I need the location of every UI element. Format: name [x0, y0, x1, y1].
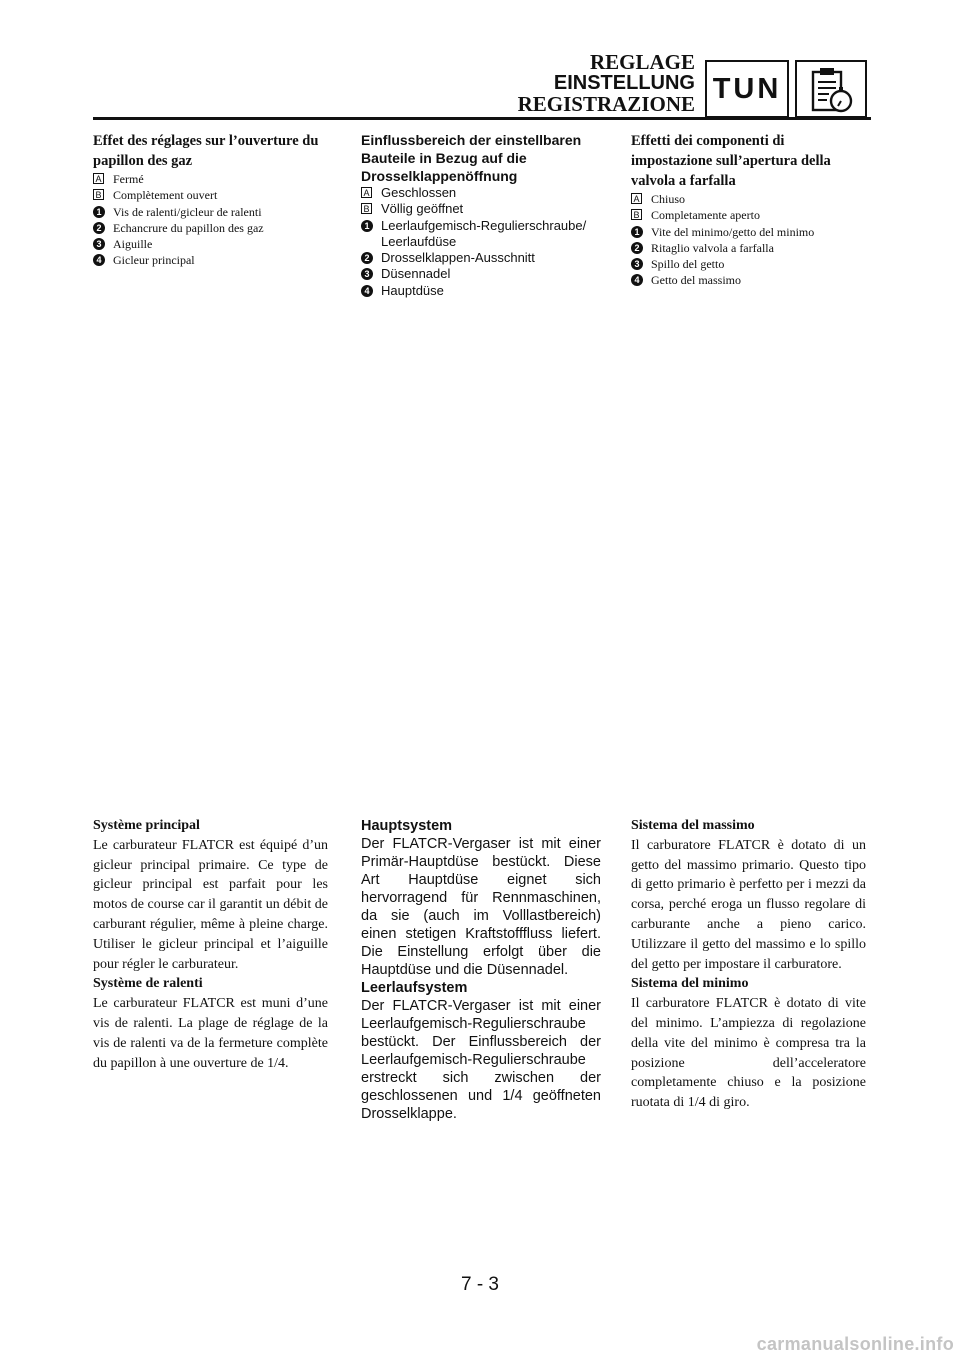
legend-item: 3 Spillo del getto — [631, 256, 866, 272]
idle-system-heading-de: Leerlaufsystem — [361, 980, 468, 996]
legend-block-it — [631, 131, 866, 289]
legend-item: A Geschlossen — [361, 185, 601, 201]
section-titles — [518, 52, 695, 115]
page-number: 7 - 3 — [460, 1274, 500, 1295]
footer-watermark: carmanualsonline.info — [756, 1334, 954, 1354]
legend-item: 1 Leerlaufgemisch-Regulierschraube/ Leerlaufdüse — [361, 218, 601, 251]
body-block-it — [631, 816, 866, 1113]
legend-item: B Völlig geöffnet — [361, 201, 601, 217]
body-block-de — [361, 817, 601, 1123]
legend-item: A Fermé — [93, 171, 328, 187]
legend-item: 2 Echancrure du papillon des gaz — [93, 220, 328, 236]
legend-item: 2 Drosselklappen-Ausschnitt — [361, 250, 601, 266]
legend-heading-de: Einflussbereich der einstellbaren Bauteile in Bezug auf die Drosselklappenöffnung — [361, 132, 582, 184]
main-system-text-it: Il carburatore FLATCR è dotato di un getto del massimo primario. Questo tipo di getto primario è perfetto per i mezzi da corsa, perché eroga un flusso regolare di carburante anche a pieno carico. Utilizzare il getto del massimo e lo spillo del getto per impostare il carburatore. — [631, 837, 866, 972]
main-system-heading-fr: Système principal — [93, 818, 200, 833]
legend-item: 1 Vite del minimo/getto del minimo — [631, 224, 866, 240]
legend-item: 1 Vis de ralenti/gicleur de ralenti — [93, 204, 328, 220]
section-title-fr: REGLAGE — [589, 50, 695, 74]
idle-system-heading-fr: Système de ralenti — [93, 976, 203, 992]
main-system-heading-de: Hauptsystem — [361, 818, 453, 834]
legend-item: B Complètement ouvert — [93, 187, 328, 203]
legend-item: B Completamente aperto — [631, 207, 866, 223]
legend-item: 4 Hauptdüse — [361, 283, 601, 299]
clipboard-stopwatch-icon — [809, 66, 855, 114]
legend-block-de — [361, 131, 601, 299]
main-system-text-fr: Le carburateur FLATCR est équipé d’un gicleur principal primaire. Ce type de gicleur principal est parfait pour les motos de course car il garantit un débit de carburant régulier, même à pleine charge. Utiliser le gicleur principal et l’aiguille pour régler le carburateur. — [93, 837, 328, 972]
main-system-text-de: Der FLATCR-Vergaser ist mit einer Primär-Hauptdüse bestückt. Diese Art Hauptdüse eignet sich hervorragend für Rennmaschinen, da sie (auch im Volllastbereich) einen stetigen Kraftstofffluss liefert. Die Einstellung erfolgt über die Hauptdüse und die Düsennadel. — [361, 836, 601, 978]
legend-item: A Chiuso — [631, 191, 866, 207]
legend-item: 4 Gicleur principal — [93, 252, 328, 268]
legend-item: 4 Getto del massimo — [631, 272, 866, 288]
section-title-it: REGISTRAZIONE — [517, 92, 695, 116]
legend-item: 3 Düsennadel — [361, 266, 601, 282]
body-block-fr — [93, 816, 328, 1073]
idle-system-text-fr: Le carburateur FLATCR est muni d’une vis de ralenti. La plage de réglage de la vis de ralenti va de la fermeture complète du papillon à une ouverture de 1/4. — [93, 996, 328, 1071]
idle-system-text-it: Il carburatore FLATCR è dotato di vite del minimo. L’ampiezza di regolazione della vite del minimo è compresa tra la posizione dell’acceleratore completamente chiuso e la posizione ruotata di 1/4 di giro. — [631, 996, 866, 1111]
legend-item: 3 Aiguille — [93, 236, 328, 252]
legend-heading-fr: Effet des réglages sur l’ouverture du papillon des gaz — [93, 133, 319, 169]
legend-block-fr — [93, 131, 328, 269]
section-icon-box — [795, 60, 867, 118]
main-system-heading-it: Sistema del massimo — [631, 818, 755, 833]
section-title-de: EINSTELLUNG — [553, 72, 695, 94]
legend-heading-it: Effetti dei componenti di impostazione sull’apertura della valvola a farfalla — [631, 133, 831, 189]
legend-item: 2 Ritaglio valvola a farfalla — [631, 240, 866, 256]
idle-system-heading-it: Sistema del minimo — [631, 976, 749, 992]
idle-system-text-de: Der FLATCR-Vergaser ist mit einer Leerlaufgemisch-Regulierschraube bestückt. Der Einflussbereich der Leerlaufgemisch-Regulierschraube erstreckt sich zwischen der geschlossenen und 1/4 geöffneten Drosselklappe. — [361, 998, 601, 1122]
section-code-badge: TUN — [705, 60, 789, 118]
